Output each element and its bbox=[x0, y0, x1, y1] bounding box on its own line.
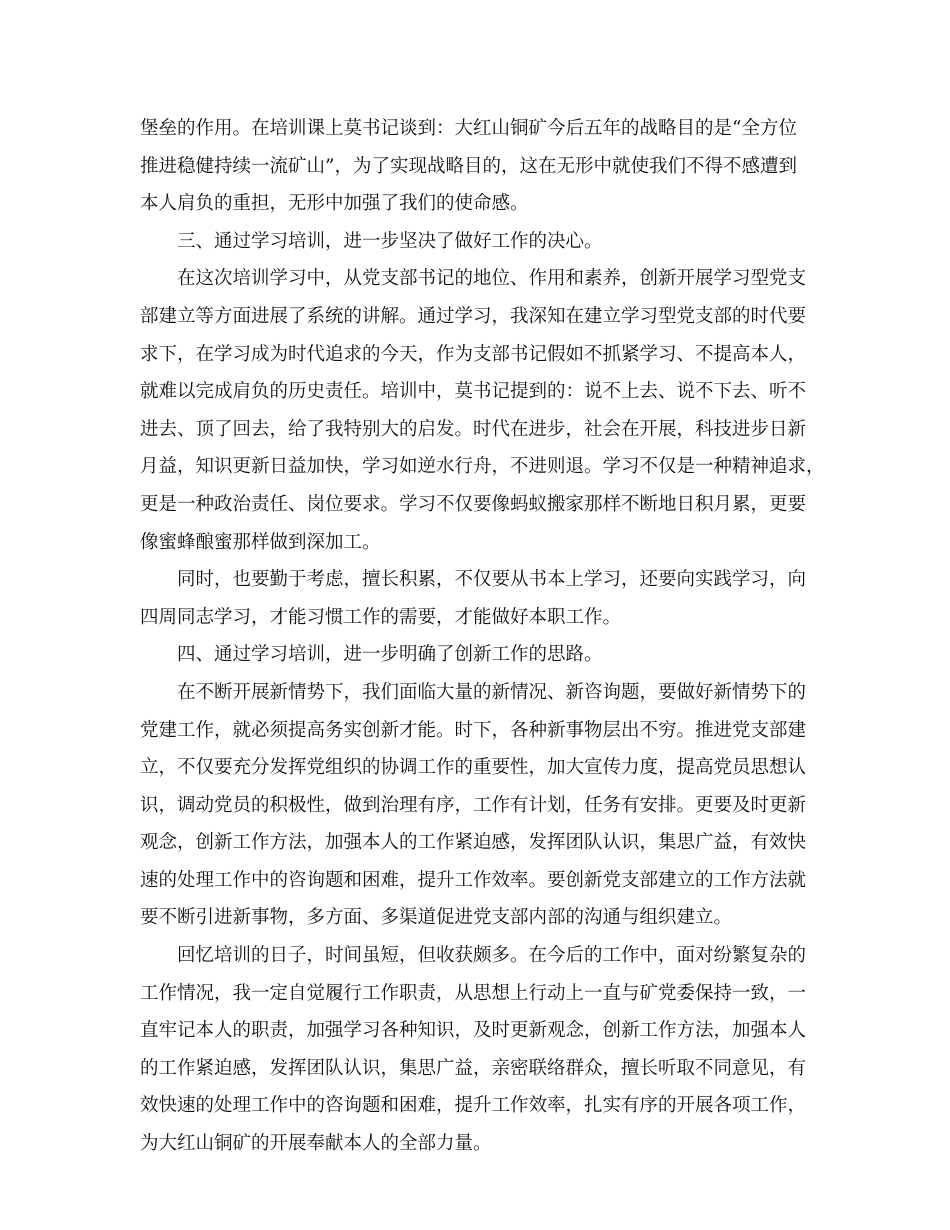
text-line: 党建工作，就必须提高务实创新才能。时下，各种新事物层出不穷。推进党支部建 bbox=[140, 719, 807, 741]
body-text bbox=[140, 110, 830, 1163]
text-line: 本人肩负的重担，无形中加强了我们的使命感。 bbox=[140, 193, 529, 215]
text-line: 同时，也要勤于考虑，擅长积累，不仅要从书本上学习，还要向实践学习，向 bbox=[177, 569, 807, 591]
section-heading-4: 四、通过学习培训，进一步明确了创新工作的思路。 bbox=[177, 644, 603, 666]
text-line: 月益，知识更新日益加快，学习如逆水行舟，不进则退。学习不仅是一种精神追求， bbox=[140, 456, 825, 478]
text-line: 立，不仅要充分发挥党组织的协调工作的重要性，加大宣传力度，提高党员思想认 bbox=[140, 757, 807, 779]
text-line: 回忆培训的日子，时间虽短，但收获颇多。在今后的工作中，面对纷繁复杂的 bbox=[177, 945, 807, 967]
text-line: 观念，创新工作方法，加强本人的工作紧迫感，发挥团队认识，集思广益，有效快 bbox=[140, 832, 807, 854]
text-line: 就难以完成肩负的历史责任。培训中，莫书记提到的：说不上去、说不下去、听不 bbox=[140, 381, 807, 403]
text-line: 速的处理工作中的咨询题和困难，提升工作效率。要创新党支部建立的工作方法就 bbox=[140, 869, 807, 891]
text-line: 四周同志学习，才能习惯工作的需要，才能做好本职工作。 bbox=[140, 606, 622, 628]
text-line: 求下，在学习成为时代追求的今天，作为支部书记假如不抓紧学习、不提高本人， bbox=[140, 343, 807, 365]
text-line: 在不断开展新情势下，我们面临大量的新情况、新咨询题，要做好新情势下的 bbox=[177, 681, 807, 703]
text-line: 要不断引进新事物，多方面、多渠道促进党支部内部的沟通与组织建立。 bbox=[140, 907, 733, 929]
text-line: 部建立等方面进展了系统的讲解。通过学习，我深知在建立学习型党支部的时代要 bbox=[140, 305, 807, 327]
text-line: 直牢记本人的职责，加强学习各种知识，及时更新观念，创新工作方法，加强本人 bbox=[140, 1020, 807, 1042]
text-line: 识，调动党员的积极性，做到治理有序，工作有计划，任务有安排。更要及时更新 bbox=[140, 794, 807, 816]
text-line: 为大红山铜矿的开展奉献本人的全部力量。 bbox=[140, 1133, 492, 1155]
section-heading-3: 三、通过学习培训，进一步坚决了做好工作的决心。 bbox=[177, 230, 603, 252]
text-line: 更是一种政治责任、岗位要求。学习不仅要像蚂蚁搬家那样不断地日积月累，更要 bbox=[140, 493, 807, 515]
text-line: 在这次培训学习中，从党支部书记的地位、作用和素养，创新开展学习型党支 bbox=[177, 268, 807, 290]
text-line: 进去、顶了回去，给了我特别大的启发。时代在进步，社会在开展，科技进步日新 bbox=[140, 418, 807, 440]
text-line: 堡垒的作用。在培训课上莫书记谈到：大红山铜矿今后五年的战略目的是“全方位 bbox=[140, 118, 797, 139]
text-line: 像蜜蜂酿蜜那样做到深加工。 bbox=[140, 531, 381, 553]
text-line: 效快速的处理工作中的咨询题和困难，提升工作效率，扎实有序的开展各项工作， bbox=[140, 1095, 807, 1117]
text-line: 推进稳健持续一流矿山”，为了实现战略目的，这在无形中就使我们不得不感遭到 bbox=[140, 155, 797, 177]
text-line: 的工作紧迫感，发挥团队认识，集思广益，亲密联络群众，擅长听取不同意见，有 bbox=[140, 1057, 807, 1079]
text-line: 工作情况，我一定自觉履行工作职责，从思想上行动上一直与矿党委保持一致，一 bbox=[140, 982, 807, 1004]
